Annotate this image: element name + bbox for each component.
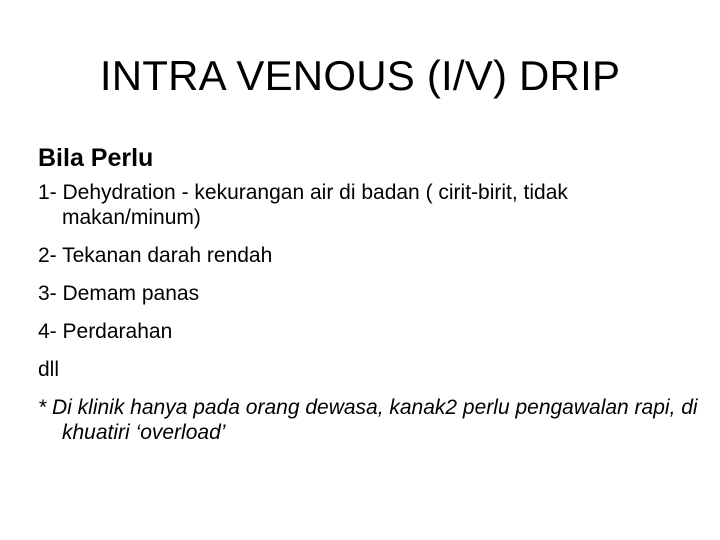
list-item-dehydration: 1- Dehydration - kekurangan air di badan ( cirit-birit, tidak makan/minum) — [38, 181, 568, 229]
slide-title: INTRA VENOUS (I/V) DRIP — [99, 52, 621, 99]
subheading: Bila Perlu — [38, 144, 154, 172]
list-item-bleeding: 4- Perdarahan — [38, 320, 173, 343]
list-item-fever: 3- Demam panas — [38, 282, 200, 305]
clinic-note: * Di klinik hanya pada orang dewasa, kanak2 perlu pengawalan rapi, di khuatiri ‘overload’ — [38, 396, 698, 444]
slide-content — [38, 140, 698, 458]
list-item-etc: dll — [38, 358, 60, 381]
list-item-low-blood-pressure: 2- Tekanan darah rendah — [38, 244, 273, 267]
